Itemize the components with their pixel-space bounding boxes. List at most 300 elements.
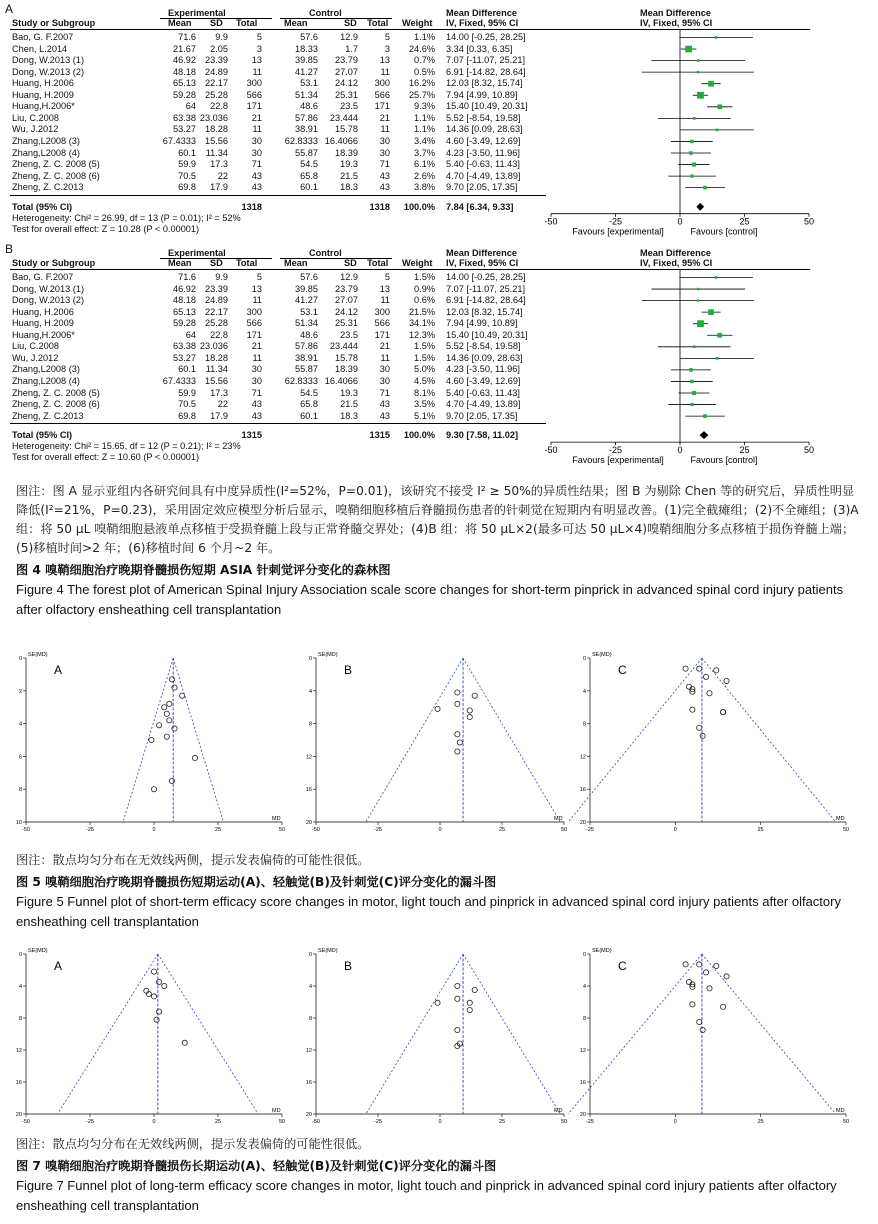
weight: 12.3%: [408, 329, 435, 340]
funnel-svg: [578, 946, 860, 1132]
x-axis-label: MD: [272, 1108, 281, 1114]
heterogeneity: Heterogeneity: Chi² = 15.65, df = 12 (P = 0.21); I² = 23%: [12, 441, 241, 452]
exp-total: 21: [251, 112, 262, 123]
x-tick-label: 50: [803, 445, 815, 456]
exp-sd: 18.28: [205, 124, 228, 135]
exp-mean: 59.9: [178, 387, 196, 398]
study-name: Chen, L.2014: [12, 43, 68, 54]
md-ci: 12.03 [8.32, 15.74]: [446, 306, 523, 317]
ctl-mean: 53.1: [300, 78, 318, 89]
study-name: Zheng, Z. C.2013: [12, 182, 84, 193]
exp-sd: 17.3: [210, 387, 228, 398]
exp-total: 43: [251, 182, 262, 193]
study-name: Zheng, Z. C. 2008 (6): [12, 170, 100, 181]
x-axis-label: MD: [272, 816, 281, 822]
plot-sub-header: IV, Fixed, 95% CI: [640, 18, 713, 28]
ctl-sd: 25.31: [335, 89, 358, 100]
exp-mean: 46.92: [173, 283, 196, 294]
exp-total: 43: [251, 399, 262, 410]
ctl-sd: 23.79: [335, 283, 358, 294]
ctl-sd: 19.3: [340, 387, 358, 398]
total-label: Total (95% CI): [12, 201, 73, 212]
weight: 6.1%: [414, 159, 435, 170]
weight: 5.0%: [414, 364, 435, 375]
sd-header: SD: [210, 18, 223, 28]
exp-sd: 15.56: [205, 375, 228, 386]
exp-sd: 18.28: [205, 352, 228, 363]
weight: 0.5%: [414, 66, 435, 77]
funnel-right-bound: [158, 954, 258, 1114]
mean-header: Mean: [284, 258, 308, 268]
md-ci: 5.40 [-0.63, 11.43]: [446, 387, 520, 398]
figure5-title-en: Figure 5 Funnel plot of short-term efficacy score changes in motor, light touch and pinprick in advanced spinal cord injury patients after olfactory ensheathing cell transplantation: [16, 894, 841, 929]
y-tick-label: 20: [579, 820, 586, 826]
weight-header: Weight: [402, 18, 433, 28]
y-tick-label: 20: [579, 1112, 586, 1118]
exp-total: 171: [246, 329, 262, 340]
exp-mean: 67.4333: [162, 375, 196, 386]
x-axis-label: MD: [554, 1108, 563, 1114]
exp-sd: 25.28: [205, 89, 228, 100]
ctl-sd: 27.07: [335, 66, 358, 77]
plot-sub-header: IV, Fixed, 95% CI: [640, 258, 713, 268]
y-tick-label: 0: [582, 656, 586, 662]
effect-square: [703, 186, 707, 190]
x-tick-label: -25: [86, 1119, 94, 1125]
weight: 3.7%: [414, 147, 435, 158]
study-point: [457, 740, 462, 745]
y-tick-label: 8: [18, 1016, 22, 1022]
figure5-title-cn: 图 5 嗅鞘细胞治疗晚期脊髓损伤短期运动(A)、轻触觉(B)及针刺觉(C)评分变化的漏斗图: [16, 875, 497, 889]
mean-header: Mean: [168, 258, 192, 268]
effect-square: [716, 357, 719, 360]
favours-left: Favours [experimental]: [572, 226, 664, 237]
ctl-sd: 24.12: [335, 306, 358, 317]
y-tick-label: 0: [582, 952, 586, 958]
exp-total: 13: [251, 283, 262, 294]
x-tick-label: 50: [560, 827, 568, 833]
y-tick-label: 12: [15, 1048, 22, 1054]
study-point: [167, 718, 172, 723]
md-ci: 7.07 [-11.07, 25.21]: [446, 55, 526, 66]
exp-total: 11: [252, 295, 262, 306]
y-axis-label: SE(MD): [592, 652, 612, 658]
sd-header: SD: [344, 18, 357, 28]
y-tick-label: 6: [18, 754, 22, 761]
funnel-plot-7a: [14, 946, 296, 1136]
y-tick-label: 4: [18, 984, 22, 990]
ctl-mean: 54.5: [300, 387, 318, 398]
study-point: [455, 701, 460, 706]
x-tick-label: -50: [544, 445, 558, 456]
ctl-total: 30: [379, 147, 390, 158]
exp-sd: 22: [217, 170, 228, 181]
study-name: Bao, G. F.2007: [12, 32, 74, 42]
x-tick-label: 25: [757, 827, 764, 833]
ctl-sd: 18.3: [340, 182, 358, 193]
control-header: Control: [309, 8, 342, 18]
funnel-right-bound: [173, 658, 223, 822]
ctl-mean: 55.87: [295, 147, 318, 158]
exp-mean: 59.28: [173, 318, 196, 329]
ctl-mean: 39.85: [295, 55, 318, 66]
study-point: [724, 974, 729, 979]
md-ci: 15.40 [10.49, 20.31]: [446, 329, 528, 340]
y-tick-label: 4: [308, 984, 312, 990]
study-name: Zheng, Z. C. 2008 (6): [12, 399, 100, 410]
exp-mean: 63.38: [173, 341, 196, 352]
weight: 9.3%: [414, 101, 435, 112]
effect-square: [689, 368, 693, 372]
x-tick-label: -50: [22, 827, 30, 833]
x-tick-label: 0: [677, 216, 683, 227]
y-tick-label: 20: [305, 820, 312, 826]
study-point: [157, 1009, 162, 1014]
weight: 21.5%: [408, 306, 435, 317]
x-tick-label: 50: [560, 1119, 568, 1125]
study-point: [700, 1027, 705, 1032]
y-tick-label: 16: [579, 1080, 586, 1086]
exp-sd: 22.8: [210, 101, 228, 112]
ctl-total: 43: [379, 410, 390, 421]
ctl-sd: 12.9: [340, 272, 358, 282]
exp-mean: 69.8: [178, 182, 196, 193]
y-tick-label: 2: [18, 688, 22, 695]
ctl-mean: 38.91: [295, 352, 318, 363]
ctl-mean: 60.1: [300, 410, 318, 421]
ctl-sd: 18.39: [335, 147, 358, 158]
forest-svg: [0, 248, 878, 478]
ctl-sd: 16.4066: [324, 375, 358, 386]
study-name: Zhang,L2008 (3): [12, 135, 80, 146]
x-tick-label: -25: [374, 827, 382, 833]
study-name: Huang, H.2009: [12, 318, 74, 329]
effect-square: [690, 140, 693, 143]
x-tick-label: -50: [312, 1119, 320, 1125]
ctl-total: 71: [379, 387, 390, 398]
study-point: [167, 701, 172, 706]
exp-total: 21: [251, 341, 262, 352]
exp-total: 171: [246, 101, 262, 112]
favours-right: Favours [control]: [690, 226, 758, 237]
ctl-total: 5: [384, 32, 390, 42]
study-point: [157, 979, 162, 984]
total-header: Total: [367, 18, 389, 28]
weight-header: Weight: [402, 258, 433, 268]
weight: 2.6%: [414, 170, 435, 181]
total-ctl: 1315: [369, 430, 390, 441]
effect-square: [716, 129, 719, 132]
ctl-total: 21: [379, 112, 390, 123]
study-point: [697, 725, 702, 730]
effect-square: [693, 117, 696, 120]
weight: 3.8%: [414, 182, 435, 193]
total-exp: 1315: [241, 430, 262, 441]
x-tick-label: -50: [22, 1119, 30, 1125]
weight: 1.1%: [414, 32, 435, 42]
ctl-total: 171: [374, 329, 390, 340]
study-point: [467, 714, 472, 719]
x-tick-label: 0: [152, 1119, 156, 1125]
study-point: [169, 778, 174, 783]
study-point: [192, 755, 197, 760]
x-axis-label: MD: [554, 816, 563, 822]
study-point: [467, 708, 472, 713]
study-point: [697, 962, 702, 967]
effect-square: [697, 299, 699, 301]
y-axis-label: SE(MD): [28, 948, 48, 954]
ctl-total: 3: [384, 43, 390, 54]
y-tick-label: 8: [18, 787, 22, 794]
exp-sd: 11.34: [205, 364, 228, 375]
ctl-sd: 23.79: [335, 55, 358, 66]
exp-mean: 59.28: [173, 89, 196, 100]
ctl-sd: 25.31: [335, 318, 358, 329]
x-tick-label: 25: [739, 445, 750, 456]
exp-total: 30: [251, 147, 262, 158]
sd-header: SD: [210, 258, 223, 268]
md-ci: 5.52 [-8.54, 19.58]: [446, 341, 521, 352]
study-point: [467, 1000, 472, 1005]
exp-sd: 24.89: [205, 295, 228, 306]
effect-square: [690, 380, 693, 383]
exp-sd: 9.9: [215, 32, 228, 42]
exp-sd: 9.9: [215, 272, 228, 282]
md-ci: 5.40 [-0.63, 11.43]: [446, 159, 520, 170]
funnel-left-bound: [123, 658, 173, 822]
effect-square: [685, 46, 692, 53]
x-tick-label: 25: [214, 1119, 222, 1125]
funnel-plot-5b: [304, 650, 578, 844]
exp-sd: 2.05: [210, 43, 228, 54]
md-ci: 4.70 [-4.49, 13.89]: [446, 399, 521, 410]
favours-right: Favours [control]: [690, 455, 758, 466]
total-header: Total: [236, 258, 258, 268]
exp-sd: 11.34: [205, 147, 228, 158]
ctl-sd: 21.5: [340, 170, 358, 181]
md-ci: 15.40 [10.49, 20.31]: [446, 101, 528, 112]
study-header: Study or Subgroup: [12, 258, 96, 268]
exp-total: 43: [251, 170, 262, 181]
x-tick-label: 0: [673, 1119, 677, 1125]
x-tick-label: 0: [438, 827, 442, 833]
funnel-right-bound: [702, 954, 836, 1114]
effect-square: [690, 403, 693, 406]
exp-total: 300: [246, 306, 262, 317]
funnel-svg: [304, 650, 578, 840]
figure4-note: 图注：图 A 显示亚组内各研究间具有中度异质性(I²=52%，P=0.01)，该研究不接受 I² ≥ 50%的异质性结果；图 B 为剔除 Chen 等的研究后，异质性明显降低(I²=21%，P=0.23)，采用固定效应模型分析后显示，嗅鞘细胞移植后脊髓损伤患者的针刺觉在短期内有明显改善。(1)完全截瘫组；(2)不全瘫组；(3)A 组：将 50 μL 嗅鞘细胞悬液单点移植于受损脊髓上段与正常脊髓交界处；(4)B 组：将 50 μL×2(最多可达 50 μL×4)嗅鞘细胞分多点移植于损伤脊髓上端；(5)移植时间>2 年；(6)移植时间 6 个月~2 年。: [16, 484, 859, 555]
ctl-total: 43: [379, 399, 390, 410]
exp-total: 71: [251, 387, 262, 398]
x-tick-label: 25: [757, 1119, 764, 1125]
exp-total: 300: [246, 78, 262, 89]
forest-svg: [0, 8, 878, 238]
md-ci: 9.70 [2.05, 17.35]: [446, 182, 518, 193]
ctl-mean: 57.86: [295, 341, 318, 352]
study-point: [703, 970, 708, 975]
study-point: [472, 693, 477, 698]
effect-square: [708, 81, 714, 87]
ctl-sd: 21.5: [340, 399, 358, 410]
ctl-total: 300: [374, 306, 390, 317]
effect-square: [692, 391, 696, 395]
ctl-mean: 54.5: [300, 159, 318, 170]
ctl-sd: 15.78: [335, 352, 358, 363]
md-ci: 5.52 [-8.54, 19.58]: [446, 112, 521, 123]
study-name: Huang,H.2006*: [12, 329, 75, 340]
study-point: [455, 749, 460, 754]
funnel-right-bound: [463, 658, 560, 822]
panel-letter: B: [344, 663, 353, 677]
y-tick-label: 8: [308, 1016, 312, 1022]
md-ci: 4.23 [-3.50, 11.96]: [446, 147, 520, 158]
forest-plot-a: [0, 2, 878, 237]
weight: 25.7%: [408, 89, 435, 100]
study-name: Dong, W.2013 (1): [12, 283, 85, 294]
mean-header: Mean: [284, 18, 308, 28]
study-point: [164, 734, 169, 739]
md-ci: 14.00 [-0.25, 28.25]: [446, 32, 526, 42]
x-tick-label: 25: [498, 1119, 506, 1125]
ctl-total: 30: [379, 375, 390, 386]
study-point: [697, 666, 702, 671]
study-point: [455, 996, 460, 1001]
y-tick-label: 0: [18, 952, 22, 958]
exp-mean: 70.5: [178, 399, 196, 410]
y-tick-label: 8: [582, 1016, 586, 1022]
y-axis-label: SE(MD): [592, 948, 612, 954]
exp-sd: 22.17: [205, 306, 228, 317]
effect-square: [692, 162, 696, 166]
figure7-note: 图注：散点均匀分布在无效线两侧，提示发表偏倚的可能性很低。: [16, 1137, 370, 1151]
ctl-sd: 24.12: [335, 78, 358, 89]
x-tick-label: -25: [608, 216, 623, 227]
exp-mean: 65.13: [173, 306, 196, 317]
y-axis-label: SE(MD): [318, 652, 338, 658]
total-ctl: 1318: [369, 201, 390, 212]
exp-mean: 21.67: [173, 43, 196, 54]
summary-diamond: [700, 431, 709, 439]
exp-total: 566: [246, 89, 262, 100]
study-point: [435, 706, 440, 711]
study-point: [164, 711, 169, 716]
ctl-total: 43: [379, 182, 390, 193]
study-name: Huang,H.2006*: [12, 101, 75, 112]
exp-sd: 17.3: [210, 159, 228, 170]
md-ci: 3.34 [0.33, 6.35]: [446, 43, 513, 54]
study-point: [455, 690, 460, 695]
study-point: [455, 1027, 460, 1032]
study-point: [683, 666, 688, 671]
panel-letter: A: [5, 2, 14, 16]
x-tick-label: 25: [214, 827, 222, 833]
exp-mean: 65.13: [173, 78, 196, 89]
study-name: Zhang,L2008 (4): [12, 375, 80, 386]
panel-letter: A: [54, 959, 63, 973]
md-ci: 6.91 [-14.82, 28.64]: [446, 66, 526, 77]
md-ci: 7.94 [4.99, 10.89]: [446, 318, 518, 329]
total-header: Total: [236, 18, 258, 28]
ctl-sd: 19.3: [340, 159, 358, 170]
favours-left: Favours [experimental]: [572, 455, 664, 466]
study-name: Wu, J.2012: [12, 352, 59, 363]
ctl-sd: 23.444: [329, 341, 358, 352]
study-name: Dong, W.2013 (1): [12, 55, 85, 66]
exp-mean: 64: [185, 329, 196, 340]
ctl-total: 566: [374, 89, 390, 100]
weight: 0.7%: [414, 55, 435, 66]
md-sub-header: IV, Fixed, 95% CI: [446, 258, 519, 268]
exp-total: 5: [256, 32, 262, 42]
plot-header: Mean Difference: [640, 248, 711, 258]
x-tick-label: -25: [586, 827, 594, 833]
control-header: Control: [309, 248, 342, 258]
study-name: Liu, C.2008: [12, 341, 59, 352]
study-point: [151, 969, 156, 974]
funnel-right-bound: [463, 954, 560, 1114]
exp-mean: 59.9: [178, 159, 196, 170]
exp-sd: 25.28: [205, 318, 228, 329]
ctl-sd: 18.3: [340, 410, 358, 421]
study-point: [472, 987, 477, 992]
exp-total: 43: [251, 410, 262, 421]
ctl-mean: 65.8: [300, 399, 318, 410]
y-tick-label: 0: [18, 656, 22, 662]
exp-mean: 67.4333: [162, 135, 196, 146]
effect-square: [697, 71, 699, 73]
funnel-plot-7b: [304, 946, 578, 1136]
total-ci: 9.30 [7.58, 11.02]: [446, 430, 519, 441]
study-name: Zhang,L2008 (4): [12, 147, 80, 158]
y-tick-label: 20: [305, 1112, 312, 1118]
summary-diamond: [696, 203, 704, 211]
effect-square: [693, 345, 696, 348]
exp-mean: 60.1: [178, 364, 196, 375]
weight: 3.5%: [414, 399, 435, 410]
effect-square: [689, 151, 693, 155]
ctl-sd: 23.5: [340, 329, 358, 340]
figure7-title-en: Figure 7 Funnel plot of long-term efficacy score changes in motor, light touch and pinprick in advanced spinal cord injury patients after olfactory ensheathing cell transplantation: [16, 1178, 837, 1213]
effect-square: [708, 309, 714, 315]
figure4-title-en: Figure 4 The forest plot of American Spinal Injury Association scale score changes for short-term pinprick in advanced spinal cord injury patients after olfactory ensheathing cell transplantation: [16, 582, 844, 617]
ctl-total: 30: [379, 364, 390, 375]
exp-sd: 15.56: [205, 135, 228, 146]
weight: 5.1%: [414, 410, 435, 421]
exp-total: 30: [251, 364, 262, 375]
exp-total: 11: [252, 352, 262, 363]
ctl-mean: 60.1: [300, 182, 318, 193]
y-tick-label: 0: [308, 952, 312, 958]
study-point: [182, 1040, 187, 1045]
study-point: [180, 693, 185, 698]
weight: 8.1%: [414, 387, 435, 398]
ctl-sd: 27.07: [335, 295, 358, 306]
effect-square: [717, 333, 722, 338]
funnel-svg: [578, 650, 860, 840]
ctl-mean: 51.34: [295, 318, 318, 329]
x-tick-label: 50: [278, 827, 286, 833]
ctl-total: 13: [379, 283, 390, 294]
y-tick-label: 16: [305, 1080, 312, 1086]
ctl-mean: 65.8: [300, 170, 318, 181]
effect-square: [703, 414, 707, 418]
md-ci: 14.36 [0.09, 28.63]: [446, 352, 523, 363]
panel-letter: B: [344, 959, 353, 973]
ctl-total: 71: [379, 159, 390, 170]
ctl-total: 30: [379, 135, 390, 146]
funnel-left-bound: [568, 954, 702, 1114]
exp-sd: 23.036: [199, 112, 228, 123]
